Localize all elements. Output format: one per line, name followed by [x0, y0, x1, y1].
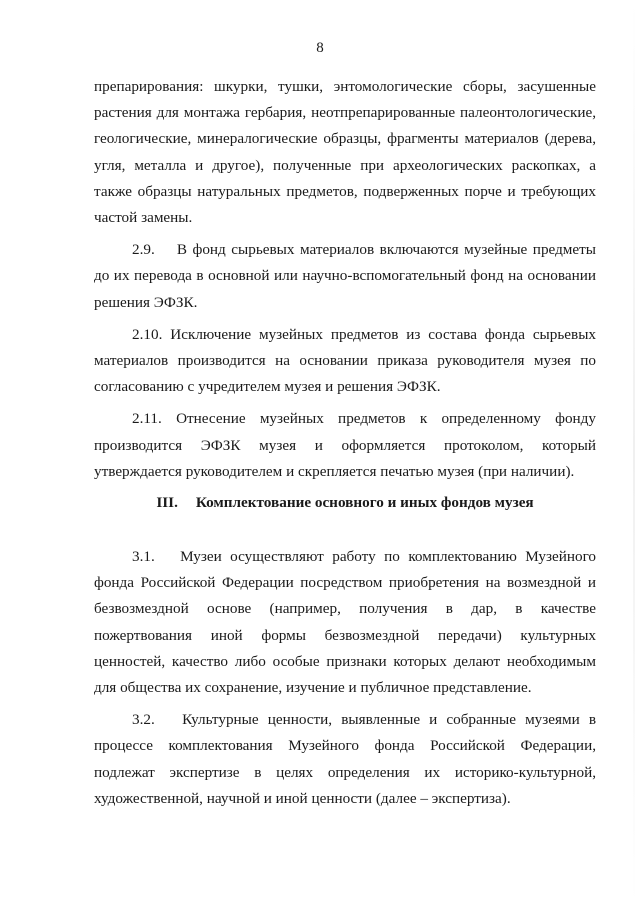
item-text: В фонд сырьевых материалов включаются музейные предметы до их перевода в основной или научно-вспомогательный фонд на основании решения ЭФЗК.	[94, 241, 596, 311]
scan-edge	[633, 0, 635, 905]
item-number: 3.2.	[132, 711, 155, 729]
item-text: Исключение музейных предметов из состава фонда сырьевых материалов производится на основании приказа руководителя музея по согласованию с учредителем музея и решения ЭФЗК.	[94, 325, 596, 396]
paragraph-2-10	[94, 322, 596, 401]
paragraph-2-11	[94, 406, 596, 485]
section-title: Комплектование основного и иных фондов музея	[195, 494, 534, 511]
section-3-body	[94, 544, 596, 812]
item-text: Музеи осуществляют работу по комплектованию Музейного фонда Российской Федерации посредством приобретения на возмездной и безвозмездной основе (например, получения в дар, в качестве пожертвования иной формы безвозмездной передачи) культурных ценностей, качество либо особые признаки которых делают необходимым для общества их сохранение, изучение и публичное представление.	[94, 548, 597, 697]
item-text: Отнесение музейных предметов к определенному фонду производится ЭФЗК музея и оформляется протоколом, который утверждается руководителем и скрепляется печатью музея (при наличии).	[94, 410, 596, 480]
paragraph-2-9	[94, 237, 596, 316]
item-number: 2.10.	[132, 325, 163, 343]
section-number: III.	[156, 494, 178, 511]
paragraph-continuation: препарирования: шкурки, тушки, энтомологические сборы, засушенные растения для монтажа гербария, неотпрепарированные палеонтологические, геологические, минералогические образцы, фрагменты материалов (дерева, угля, металла и другое), полученные при археологических раскопках, а также образцы натуральных предметов, подверженных порче и требующих частой замены.	[94, 78, 596, 227]
page-number: 8	[316, 40, 324, 56]
item-text: Культурные ценности, выявленные и собранные музеями в процессе комплектования Музейного фонда Российской Федерации, подлежат экспертизе в целях определения их историко-культурной, художественной, научной и иной ценности (далее – экспертиза).	[94, 711, 597, 807]
item-number: 3.1.	[132, 548, 155, 565]
paragraph-3-1	[94, 544, 596, 701]
section-heading	[94, 492, 596, 514]
item-number: 2.11.	[132, 410, 162, 428]
paragraph-3-2	[94, 707, 596, 812]
item-number: 2.9.	[132, 241, 155, 259]
section-2-continuation	[94, 74, 596, 485]
